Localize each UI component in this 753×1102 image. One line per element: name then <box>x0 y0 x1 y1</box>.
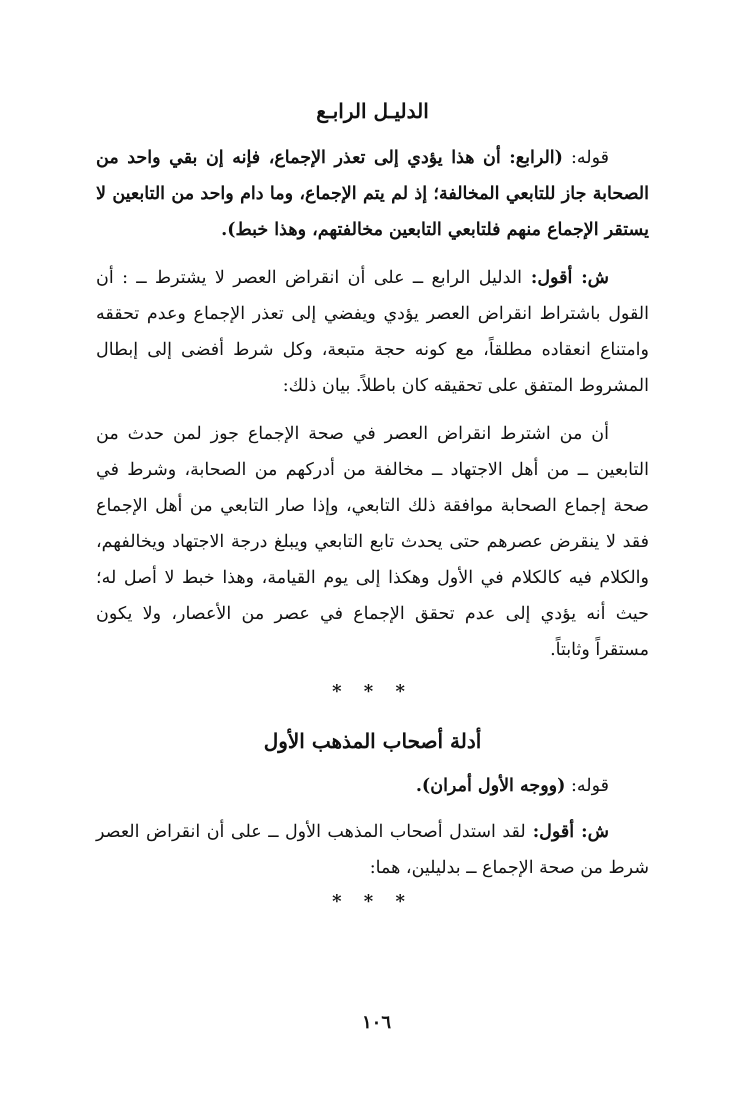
page-content <box>96 96 649 914</box>
quote-paragraph-fourth <box>96 140 649 248</box>
section-heading-first-school: أدلة أصحاب المذهب الأول <box>263 729 482 753</box>
separator-stars: * * * <box>332 681 413 702</box>
commentary-text: الدليل الرابع ــ على أن انقراض العصر لا يشترط ــ : أن القول باشتراط انقراض العصر يؤدي ويفضي إلى تعذر الإجماع وعدم تحققه وامتناع انعقاده مطلقاً، مع كونه حجة متبعة، وكل شرط أفضى إلى إبطال المشروط المتفق على تحقيقه كان باطلاً. بيان ذلك: <box>96 268 649 396</box>
quote-paragraph-first-school <box>96 768 649 804</box>
commentary-lead: ش: أقول: <box>521 268 610 288</box>
commentary-paragraph-fourth <box>96 260 649 404</box>
section-heading-fourth-proof: الدليـل الرابـع <box>316 99 429 123</box>
explanation-paragraph: أن من اشترط انقراض العصر في صحة الإجماع جوز لمن حدث من التابعين ــ من أهل الاجتهاد ــ مخالفة من أدركهم من الصحابة، وشرط في صحة إجماع الصحابة موافقة ذلك التابعي، وإذا صار التابعي من أهل الإجماع فقد لا ينقرض عصرهم حتى يحدث تابع التابعي ويبلغ درجة الاجتهاد ويخالفهم، والكلام فيه كالكلام في الأول وهكذا إلى يوم القيامة، وهذا خبط لا أصل له؛ حيث أنه يؤدي إلى عدم تحقق الإجماع في عصر من الأعصار، ولا يكون مستقراً وثابتاً. <box>96 424 649 660</box>
commentary-text: لقد استدل أصحاب المذهب الأول ــ على أن انقراض العصر شرط من صحة الإجماع ــ بدليلين، هما: <box>96 822 649 878</box>
quote-lead: قوله: <box>565 776 609 796</box>
page-number: ١٠٦ <box>361 1012 391 1033</box>
quote-lead: قوله: <box>562 148 609 168</box>
quote-text: (الرابع: أن هذا يؤدي إلى تعذر الإجماع، فإنه إن بقي واحد من الصحابة جاز للتابعي المخالفة؛ إذ لم يتم الإجماع، وما دام واحد من التابعين لا يستقر الإجماع منهم فلتابعي التابعين مخالفتهم، وهذا خبط). <box>96 148 649 240</box>
separator-stars: * * * <box>332 891 413 912</box>
commentary-paragraph-first-school <box>96 814 649 886</box>
commentary-lead: ش: أقول: <box>525 822 609 842</box>
quote-text: (ووجه الأول أمران). <box>415 776 566 796</box>
